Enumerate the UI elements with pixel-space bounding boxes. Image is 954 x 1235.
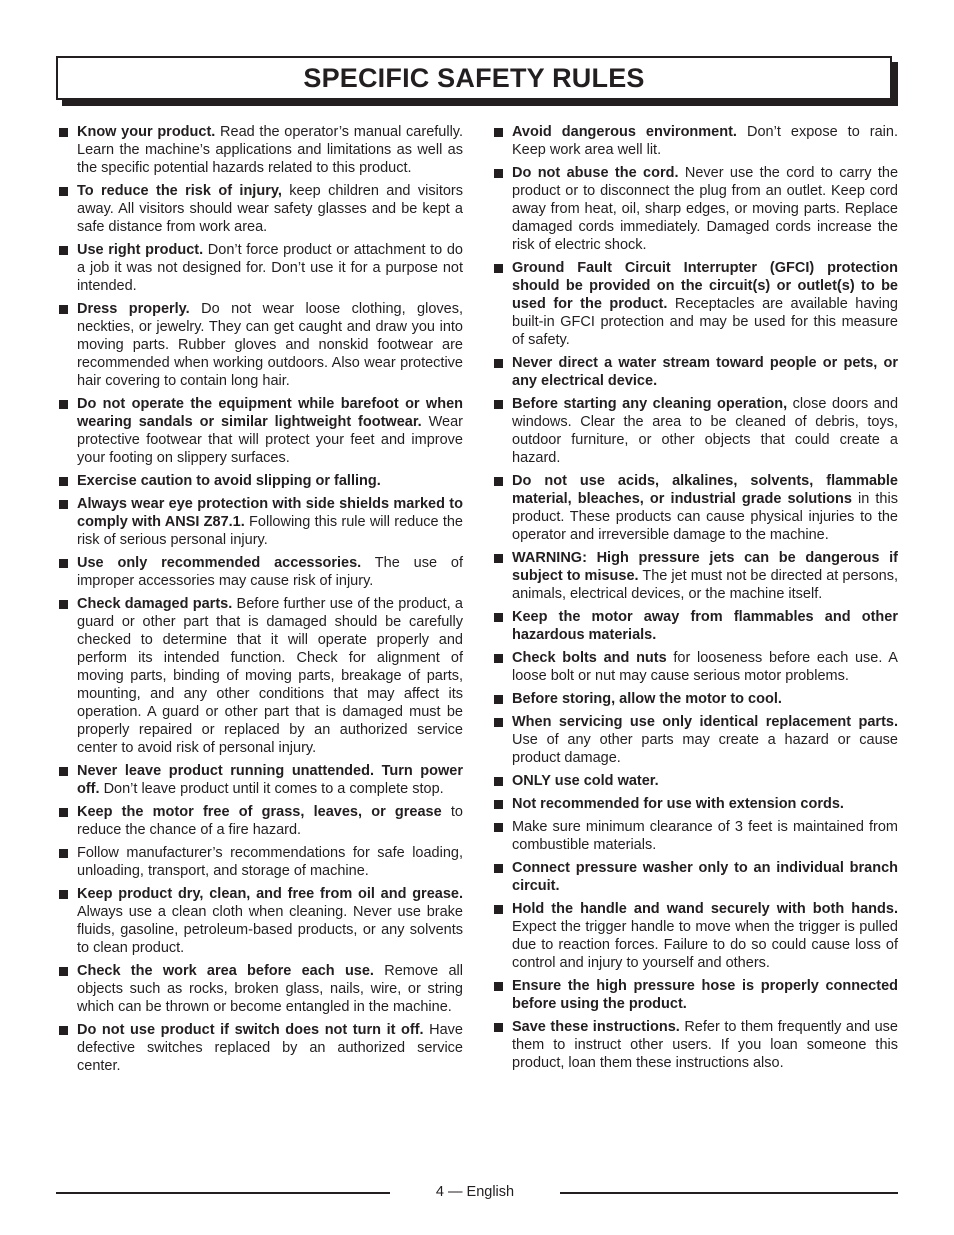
rule-heading: Before starting any cleaning operation, xyxy=(512,396,788,412)
rule-heading: Check the work area before each use. xyxy=(77,963,374,979)
square-bullet-icon xyxy=(494,905,503,914)
footer-rule-left xyxy=(56,1192,390,1194)
rule-heading: Connect pressure washer only to an individual branch circuit. xyxy=(512,860,898,894)
safety-rule-item xyxy=(493,354,898,390)
rule-text: Don’t force product or attachment to do a job it was not designed for. Don’t use it for a purpose not intended. xyxy=(77,242,463,294)
rule-text: Never use the cord to carry the product or to disconnect the plug from an outlet. Keep cord away from heat, oil, sharp edges, or moving parts. Replace damaged cords immediately. Damaged cords increase the risk of electric shock. xyxy=(512,165,899,253)
rule-text: to reduce the chance of a fire hazard. xyxy=(77,804,463,838)
square-bullet-icon xyxy=(494,613,503,622)
rule-heading: Ensure the high pressure hose is properly connected before using the product. xyxy=(512,978,898,1012)
rule-heading: Save these instructions. xyxy=(512,1019,680,1035)
right-column xyxy=(493,123,898,1077)
square-bullet-icon xyxy=(494,864,503,873)
rule-heading: Use right product. xyxy=(77,242,204,258)
square-bullet-icon xyxy=(59,849,68,858)
square-bullet-icon xyxy=(59,500,68,509)
rule-text: Remove all objects such as rocks, broken glass, nails, wire, or string which can be thrown or become entangled in the machine. xyxy=(77,963,463,1015)
safety-rule-item xyxy=(493,713,898,767)
rule-heading: Do not operate the equipment while barefoot or when wearing sandals or similar lightweight footwear. xyxy=(77,396,463,430)
safety-rule-item xyxy=(58,554,463,590)
rule-heading: Never direct a water stream toward people or pets, or any electrical device. xyxy=(512,355,898,389)
square-bullet-icon xyxy=(494,1023,503,1032)
safety-rule-item xyxy=(493,549,898,603)
rule-text: Read the operator’s manual carefully. Learn the machine’s applications and limitations as well as the specific potential hazards related to this product. xyxy=(77,124,463,176)
rule-text: Before further use of the product, a guard or other part that is damaged should be carefully checked to determine that it will operate properly and perform its intended function. Check for alignment of moving parts, binding of moving parts, breakage of parts, mounting, and any other conditions that may affect its operation. A guard or other part that is damaged must be properly repaired or replaced by an authorized service center to avoid risk of personal injury. xyxy=(77,596,463,756)
rule-text: Don’t leave product until it comes to a complete stop. xyxy=(99,781,444,797)
rule-heading: Keep product dry, clean, and free from oil and grease. xyxy=(77,886,463,902)
square-bullet-icon xyxy=(59,767,68,776)
page-header xyxy=(56,56,898,106)
rule-heading: Do not abuse the cord. xyxy=(512,165,679,181)
rule-heading: Know your product. xyxy=(77,124,216,140)
rule-heading: Never leave product running unattended. Turn power off. xyxy=(77,763,463,797)
square-bullet-icon xyxy=(59,600,68,609)
square-bullet-icon xyxy=(59,400,68,409)
rule-heading: Not recommended for use with extension cords. xyxy=(512,796,844,812)
safety-rule-item xyxy=(58,844,463,880)
safety-rule-item xyxy=(493,1018,898,1072)
square-bullet-icon xyxy=(494,128,503,137)
square-bullet-icon xyxy=(494,982,503,991)
square-bullet-icon xyxy=(59,305,68,314)
square-bullet-icon xyxy=(494,654,503,663)
square-bullet-icon xyxy=(494,400,503,409)
rule-heading: Do not use product if switch does not turn it off. xyxy=(77,1022,424,1038)
safety-rule-item xyxy=(493,123,898,159)
safety-rule-item xyxy=(58,395,463,467)
rule-text: Following this rule will reduce the risk of serious personal injury. xyxy=(77,514,464,548)
safety-rule-item xyxy=(493,164,898,254)
rule-text: Always use a clean cloth when cleaning. Never use brake fluids, gasoline, petroleum-based products, or any solvents to clean product. xyxy=(77,904,463,956)
square-bullet-icon xyxy=(494,718,503,727)
rule-heading: To reduce the risk of injury, xyxy=(77,183,282,199)
rule-text: The jet must not be directed at persons, animals, electrical devices, or the machine itself. xyxy=(512,568,899,602)
safety-rule-item xyxy=(493,472,898,544)
page-footer: 4 — English xyxy=(435,1184,515,1200)
square-bullet-icon xyxy=(59,128,68,137)
header-box xyxy=(56,56,892,100)
rule-text: keep children and visitors away. All visitors should wear safety glasses and be kept a safe distance from work area. xyxy=(77,183,463,235)
safety-rule-item xyxy=(58,803,463,839)
safety-rule-item xyxy=(58,300,463,390)
page-title: SPECIFIC SAFETY RULES xyxy=(303,62,645,93)
rule-text: Have defective switches replaced by an authorized service center. xyxy=(77,1022,463,1074)
safety-rule-item xyxy=(493,259,898,349)
square-bullet-icon xyxy=(59,808,68,817)
rule-text: The use of improper accessories may cause risk of injury. xyxy=(77,555,463,589)
rule-heading: Dress properly. xyxy=(77,301,190,317)
rule-heading: Do not use acids, alkalines, solvents, flammable material, bleaches, or industrial grade solutions xyxy=(512,473,898,507)
square-bullet-icon xyxy=(59,187,68,196)
square-bullet-icon xyxy=(59,967,68,976)
safety-rule-item xyxy=(58,472,463,490)
rule-heading: ONLY use cold water. xyxy=(512,773,659,789)
safety-rule-item xyxy=(493,900,898,972)
rule-heading: Keep the motor free of grass, leaves, or grease xyxy=(77,804,442,820)
safety-rule-item xyxy=(493,772,898,790)
rule-text: Receptacles are available having built-in GFCI protection and may be used for this measure of safety. xyxy=(512,296,898,348)
square-bullet-icon xyxy=(59,1026,68,1035)
rule-text: Refer to them frequently and use them to instruct other users. If you loan someone this product, loan them these instructions also. xyxy=(512,1019,898,1071)
rule-heading: Ground Fault Circuit Interrupter (GFCI) protection should be provided on the circuit(s) or outlet(s) to be used for the product. xyxy=(512,260,898,312)
rule-text: Wear protective footwear that will protect your feet and improve your footing on slippery surfaces. xyxy=(77,414,463,466)
rule-heading: Use only recommended accessories. xyxy=(77,555,362,571)
square-bullet-icon xyxy=(59,477,68,486)
square-bullet-icon xyxy=(59,246,68,255)
rule-text: Make sure minimum clearance of 3 feet is maintained from combustible materials. xyxy=(512,819,898,853)
safety-rule-item xyxy=(493,608,898,644)
rule-heading: Keep the motor away from flammables and other hazardous materials. xyxy=(512,609,898,643)
square-bullet-icon xyxy=(59,890,68,899)
safety-rule-item xyxy=(493,818,898,854)
safety-rule-item xyxy=(493,859,898,895)
square-bullet-icon xyxy=(494,695,503,704)
safety-rule-item xyxy=(493,649,898,685)
rule-heading: WARNING: High pressure jets can be dangerous if subject to misuse. xyxy=(512,550,898,584)
square-bullet-icon xyxy=(494,359,503,368)
safety-rule-item xyxy=(58,595,463,757)
square-bullet-icon xyxy=(494,777,503,786)
square-bullet-icon xyxy=(494,264,503,273)
rule-heading: Avoid dangerous environment. xyxy=(512,124,737,140)
square-bullet-icon xyxy=(494,800,503,809)
rule-heading: When servicing use only identical replacement parts. xyxy=(512,714,898,730)
rule-text: for looseness before each use. A loose bolt or nut may cause serious motor problems. xyxy=(512,650,898,684)
rule-heading: Always wear eye protection with side shields marked to comply with ANSI Z87.1. xyxy=(77,496,463,530)
rule-heading: Check bolts and nuts xyxy=(512,650,667,666)
square-bullet-icon xyxy=(59,559,68,568)
left-column xyxy=(58,123,463,1080)
rule-text: Don’t expose to rain. Keep work area well lit. xyxy=(512,124,898,158)
footer-rule-right xyxy=(560,1192,898,1194)
square-bullet-icon xyxy=(494,477,503,486)
safety-rule-item xyxy=(58,241,463,295)
rule-heading: Hold the handle and wand securely with both hands. xyxy=(512,901,898,917)
rule-text: Use of any other parts may create a hazard or cause product damage. xyxy=(512,732,898,766)
rule-text: Expect the trigger handle to move when the trigger is pulled due to reaction forces. Failure to do so could cause loss of control and injury to yourself and others. xyxy=(512,919,898,971)
rule-heading: Before storing, allow the motor to cool. xyxy=(512,691,782,707)
square-bullet-icon xyxy=(494,823,503,832)
rule-heading: Exercise caution to avoid slipping or falling. xyxy=(77,473,381,489)
safety-rule-item xyxy=(58,123,463,177)
safety-rule-item xyxy=(58,182,463,236)
rule-heading: Check damaged parts. xyxy=(77,596,233,612)
rule-text: Follow manufacturer’s recommendations for safe loading, unloading, transport, and storage of machine. xyxy=(77,845,463,879)
square-bullet-icon xyxy=(494,169,503,178)
safety-rule-item xyxy=(493,977,898,1013)
safety-rule-item xyxy=(58,1021,463,1075)
rule-text: in this product. These products can cause physical injuries to the operator and irreversible damage to the machine. xyxy=(512,491,898,543)
safety-rule-item xyxy=(58,762,463,798)
safety-rule-item xyxy=(493,395,898,467)
safety-rule-item xyxy=(58,962,463,1016)
rule-text: close doors and windows. Clear the area to be cleaned of debris, toys, outdoor furniture, or other objects that could create a hazard. xyxy=(512,396,899,466)
rule-text: Do not wear loose clothing, gloves, neckties, or jewelry. They can get caught and draw you into moving parts. Rubber gloves and nonskid footwear are recommended when working outdoors. Also wear protective hair covering to contain long hair. xyxy=(77,301,463,389)
safety-rule-item xyxy=(58,885,463,957)
safety-rule-item xyxy=(493,795,898,813)
square-bullet-icon xyxy=(494,554,503,563)
safety-rule-item xyxy=(493,690,898,708)
safety-rule-item xyxy=(58,495,463,549)
